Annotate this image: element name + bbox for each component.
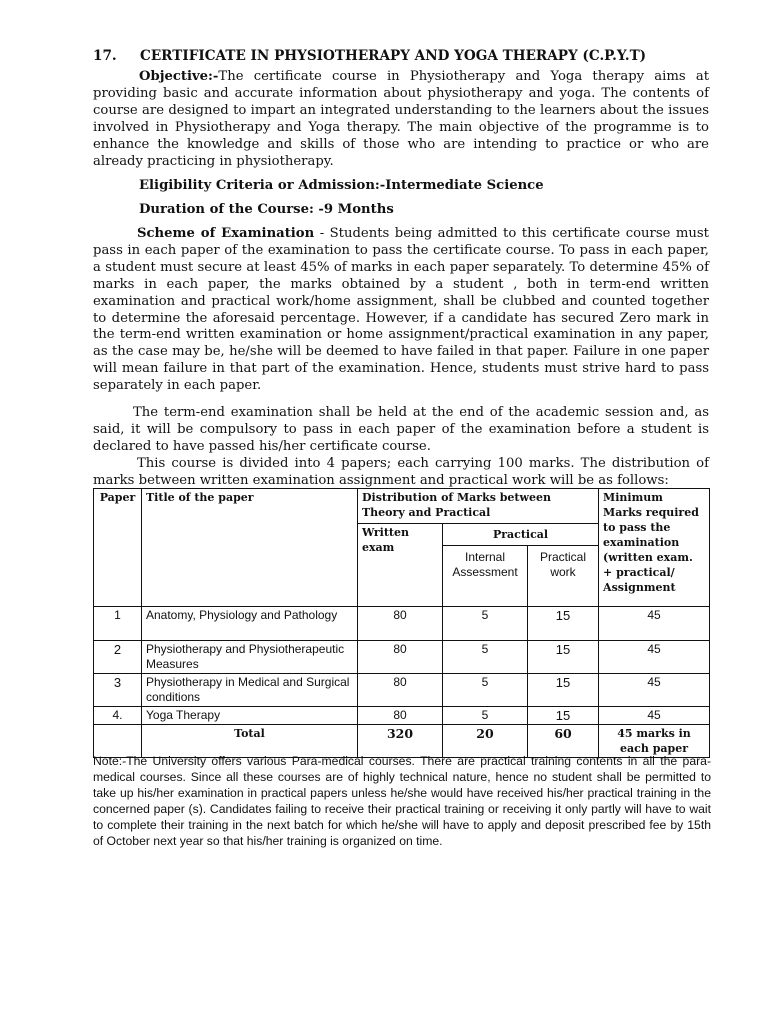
total-written: 320 <box>358 725 443 758</box>
row-title: Yoga Therapy <box>142 707 358 725</box>
header-minimum: Minimum Marks required to pass the examination (written exam. + practical/ Assignment <box>599 489 710 607</box>
row-practical: 15 <box>528 707 599 725</box>
row-paper: 3 <box>94 674 142 707</box>
section-number: 17. <box>93 48 117 64</box>
table-row <box>94 674 710 707</box>
total-label: Total <box>142 725 358 758</box>
scheme-paragraph <box>93 226 709 395</box>
header-practical: Practical <box>443 524 599 546</box>
division-paragraph: This course is divided into 4 papers; each carrying 100 marks. The distribution of marks between written examination assignment and practical work will be as follows: <box>93 456 709 488</box>
row-practical: 15 <box>528 607 599 641</box>
header-distribution: Distribution of Marks between Theory and Practical <box>358 489 599 524</box>
row-minimum: 45 <box>599 607 710 641</box>
table-row <box>94 641 710 674</box>
header-practical-work: Practical work <box>528 546 599 607</box>
row-paper: 1 <box>94 607 142 641</box>
table-row <box>94 607 710 641</box>
row-practical: 15 <box>528 641 599 674</box>
row-title: Physiotherapy and Physiotherapeutic Measures <box>142 641 358 674</box>
row-title: Anatomy, Physiology and Pathology <box>142 607 358 641</box>
header-title: Title of the paper <box>142 489 358 607</box>
objective-text: The certificate course in Physiotherapy and Yoga therapy aims at providing basic and accurate information about physiotherapy and yoga. The contents of course are designed to impart an integrated understanding to the learners about the issues involved in Physiotherapy and Yoga therapy. The main objective of the programme is to enhance the knowledge and skills of those who are intending to practice or who are already practicing in physiotherapy. <box>93 69 709 169</box>
duration-line: Duration of the Course: -9 Months <box>139 202 394 217</box>
row-title: Physiotherapy in Medical and Surgical conditions <box>142 674 358 707</box>
objective-label: Objective:- <box>139 69 219 84</box>
row-paper: 4. <box>94 707 142 725</box>
eligibility-line: Eligibility Criteria or Admission:-Intermediate Science <box>139 178 544 193</box>
row-practical: 15 <box>528 674 599 707</box>
row-internal: 5 <box>443 641 528 674</box>
section-heading <box>93 46 713 66</box>
section-title: CERTIFICATE IN PHYSIOTHERAPY AND YOGA THERAPY (C.P.Y.T) <box>140 48 647 64</box>
header-written: Written exam <box>358 524 443 607</box>
scheme-label: Scheme of Examination <box>137 226 315 241</box>
header-paper: Paper <box>94 489 142 607</box>
marks-table <box>93 488 710 758</box>
total-minimum: 45 marks in each paper <box>599 725 710 758</box>
note-paragraph: Note:-The University offers various Para-medical courses. There are practical training contents in all the para-medical courses. Since all these courses are of highly technical nature, hence no student shall be permitted to take up his/her examination in practical papers unless he/she would have received his/her practical training in the concerned paper (s). Candidates failing to receive their practical training or receiving it only partly will have to wait to complete their training in the next batch for which he/she will have to apply and deposit prescribed fee by 15th of October next year so that his/her training is organized on time. <box>93 754 711 849</box>
table-row <box>94 707 710 725</box>
row-written: 80 <box>358 674 443 707</box>
row-minimum: 45 <box>599 674 710 707</box>
row-written: 80 <box>358 707 443 725</box>
row-minimum: 45 <box>599 707 710 725</box>
row-internal: 5 <box>443 674 528 707</box>
row-written: 80 <box>358 607 443 641</box>
total-internal: 20 <box>443 725 528 758</box>
objective-paragraph <box>93 69 709 170</box>
row-written: 80 <box>358 641 443 674</box>
row-internal: 5 <box>443 607 528 641</box>
row-paper: 2 <box>94 641 142 674</box>
term-end-paragraph: The term-end examination shall be held at the end of the academic session and, as said, it will be compulsory to pass in each paper of the examination before a student is declared to have passed his/her certificate course. <box>93 405 709 454</box>
row-internal: 5 <box>443 707 528 725</box>
total-practical: 60 <box>528 725 599 758</box>
scheme-text: - Students being admitted to this certificate course must pass in each paper of the examination to pass the certificate course. To pass in each paper, a student must secure at least 45% of marks in each paper separately. To determine 45% of marks in each paper, the marks obtained by a student , both in term-end written examination and practical work/home assignment, shall be clubbed and counted together to determine the aforesaid percentage. However, if a candidate has secured Zero mark in the term-end written examination or home assignment/practical examination in any paper, as the case may be, he/she will be deemed to have failed in that paper. Failure in one paper will mean failure in that part of the examination. Hence, students must strive hard to pass separately in each paper. <box>93 226 709 394</box>
row-minimum: 45 <box>599 641 710 674</box>
header-internal: Internal Assessment <box>443 546 528 607</box>
